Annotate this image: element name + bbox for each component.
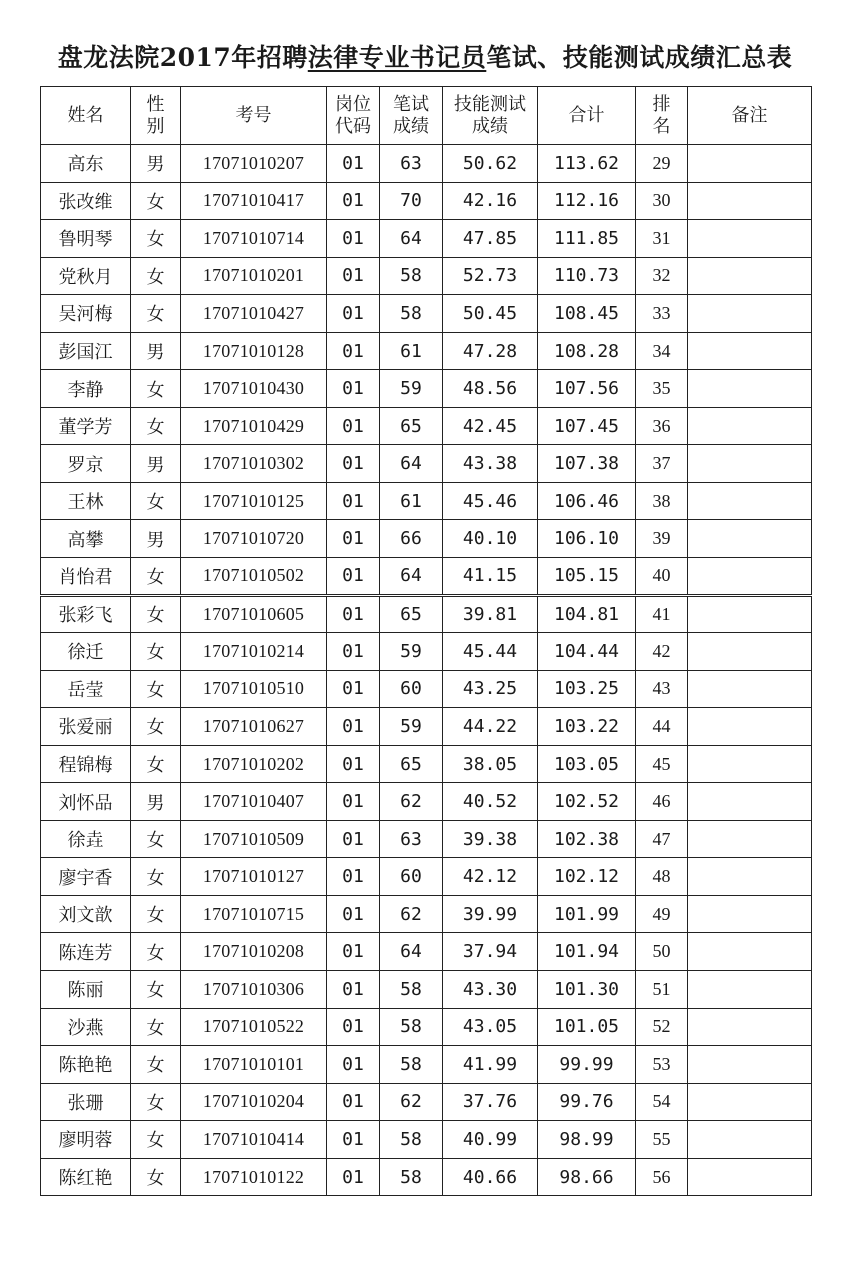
cell-remarks — [688, 182, 812, 220]
cell-post-code: 01 — [327, 595, 380, 633]
cell-remarks — [688, 145, 812, 183]
cell-rank: 56 — [636, 1158, 688, 1196]
cell-remarks — [688, 370, 812, 408]
cell-post-code: 01 — [327, 971, 380, 1009]
cell-name: 张彩飞 — [41, 595, 131, 633]
cell-post-code: 01 — [327, 820, 380, 858]
cell-rank: 39 — [636, 520, 688, 558]
cell-skill-score: 37.94 — [443, 933, 538, 971]
cell-exam-id: 17071010214 — [181, 633, 327, 671]
cell-rank: 33 — [636, 295, 688, 333]
cell-gender: 男 — [131, 520, 181, 558]
table-row — [41, 145, 812, 183]
cell-name: 徐垚 — [41, 820, 131, 858]
cell-remarks — [688, 1121, 812, 1159]
cell-gender: 女 — [131, 633, 181, 671]
cell-written-score: 58 — [380, 1158, 443, 1196]
cell-name: 岳莹 — [41, 670, 131, 708]
table-row — [41, 520, 812, 558]
cell-post-code: 01 — [327, 558, 380, 596]
cell-total: 108.28 — [538, 332, 636, 370]
table-row — [41, 407, 812, 445]
cell-skill-score: 50.45 — [443, 295, 538, 333]
cell-gender: 女 — [131, 370, 181, 408]
cell-rank: 47 — [636, 820, 688, 858]
cell-rank: 54 — [636, 1083, 688, 1121]
cell-written-score: 59 — [380, 708, 443, 746]
cell-skill-score: 39.38 — [443, 820, 538, 858]
cell-total: 99.76 — [538, 1083, 636, 1121]
header-post-code: 岗位 代码 — [327, 87, 380, 145]
cell-written-score: 58 — [380, 1008, 443, 1046]
cell-total: 105.15 — [538, 558, 636, 596]
cell-total: 102.52 — [538, 783, 636, 821]
table-row — [41, 933, 812, 971]
cell-written-score: 60 — [380, 858, 443, 896]
cell-written-score: 64 — [380, 933, 443, 971]
cell-post-code: 01 — [327, 670, 380, 708]
cell-total: 108.45 — [538, 295, 636, 333]
cell-remarks — [688, 858, 812, 896]
cell-written-score: 64 — [380, 220, 443, 258]
table-row — [41, 820, 812, 858]
cell-skill-score: 42.12 — [443, 858, 538, 896]
cell-exam-id: 17071010605 — [181, 595, 327, 633]
cell-remarks — [688, 257, 812, 295]
table-row — [41, 858, 812, 896]
cell-post-code: 01 — [327, 708, 380, 746]
cell-remarks — [688, 595, 812, 633]
cell-total: 104.44 — [538, 633, 636, 671]
cell-remarks — [688, 445, 812, 483]
table-row — [41, 1121, 812, 1159]
cell-name: 张爱丽 — [41, 708, 131, 746]
cell-written-score: 58 — [380, 1121, 443, 1159]
cell-total: 102.12 — [538, 858, 636, 896]
table-row — [41, 220, 812, 258]
cell-gender: 女 — [131, 295, 181, 333]
cell-name: 吴河梅 — [41, 295, 131, 333]
cell-total: 102.38 — [538, 820, 636, 858]
cell-name: 董学芳 — [41, 407, 131, 445]
cell-gender: 女 — [131, 1083, 181, 1121]
cell-exam-id: 17071010122 — [181, 1158, 327, 1196]
cell-rank: 43 — [636, 670, 688, 708]
cell-post-code: 01 — [327, 370, 380, 408]
cell-gender: 女 — [131, 558, 181, 596]
cell-rank: 50 — [636, 933, 688, 971]
cell-rank: 35 — [636, 370, 688, 408]
cell-remarks — [688, 745, 812, 783]
cell-written-score: 64 — [380, 445, 443, 483]
cell-remarks — [688, 708, 812, 746]
cell-name: 罗京 — [41, 445, 131, 483]
cell-written-score: 59 — [380, 633, 443, 671]
cell-skill-score: 42.16 — [443, 182, 538, 220]
cell-post-code: 01 — [327, 482, 380, 520]
cell-exam-id: 17071010430 — [181, 370, 327, 408]
cell-exam-id: 17071010510 — [181, 670, 327, 708]
score-table — [40, 86, 812, 1196]
title-suffix: 笔试、技能测试成绩汇总表 — [486, 43, 793, 72]
cell-exam-id: 17071010627 — [181, 708, 327, 746]
cell-post-code: 01 — [327, 445, 380, 483]
cell-name: 廖明蓉 — [41, 1121, 131, 1159]
header-exam-id: 考号 — [181, 87, 327, 145]
title-position: 法律专业书记员 — [307, 43, 487, 72]
cell-skill-score: 39.81 — [443, 595, 538, 633]
cell-total: 103.25 — [538, 670, 636, 708]
cell-post-code: 01 — [327, 257, 380, 295]
cell-gender: 女 — [131, 858, 181, 896]
cell-gender: 女 — [131, 895, 181, 933]
cell-exam-id: 17071010204 — [181, 1083, 327, 1121]
cell-remarks — [688, 633, 812, 671]
cell-name: 徐迁 — [41, 633, 131, 671]
cell-exam-id: 17071010429 — [181, 407, 327, 445]
table-row — [41, 257, 812, 295]
cell-rank: 34 — [636, 332, 688, 370]
cell-gender: 女 — [131, 257, 181, 295]
cell-exam-id: 17071010509 — [181, 820, 327, 858]
cell-total: 101.99 — [538, 895, 636, 933]
cell-post-code: 01 — [327, 1046, 380, 1084]
cell-skill-score: 39.99 — [443, 895, 538, 933]
cell-name: 刘文歆 — [41, 895, 131, 933]
cell-exam-id: 17071010101 — [181, 1046, 327, 1084]
cell-name: 沙燕 — [41, 1008, 131, 1046]
cell-exam-id: 17071010302 — [181, 445, 327, 483]
cell-exam-id: 17071010407 — [181, 783, 327, 821]
cell-total: 99.99 — [538, 1046, 636, 1084]
cell-rank: 44 — [636, 708, 688, 746]
table-row — [41, 558, 812, 596]
cell-gender: 女 — [131, 670, 181, 708]
table-row — [41, 783, 812, 821]
cell-rank: 29 — [636, 145, 688, 183]
page-title — [0, 38, 850, 74]
cell-total: 107.38 — [538, 445, 636, 483]
cell-name: 廖宇香 — [41, 858, 131, 896]
table-row — [41, 670, 812, 708]
cell-skill-score: 37.76 — [443, 1083, 538, 1121]
cell-skill-score: 40.52 — [443, 783, 538, 821]
cell-skill-score: 43.38 — [443, 445, 538, 483]
cell-gender: 男 — [131, 145, 181, 183]
table-row — [41, 182, 812, 220]
table-row — [41, 332, 812, 370]
cell-written-score: 59 — [380, 370, 443, 408]
cell-name: 鲁明琴 — [41, 220, 131, 258]
cell-total: 106.46 — [538, 482, 636, 520]
cell-post-code: 01 — [327, 1158, 380, 1196]
cell-name: 党秋月 — [41, 257, 131, 295]
header-gender: 性 别 — [131, 87, 181, 145]
cell-skill-score: 52.73 — [443, 257, 538, 295]
cell-name: 张珊 — [41, 1083, 131, 1121]
cell-post-code: 01 — [327, 145, 380, 183]
cell-total: 98.99 — [538, 1121, 636, 1159]
cell-remarks — [688, 482, 812, 520]
cell-exam-id: 17071010128 — [181, 332, 327, 370]
table-row — [41, 295, 812, 333]
cell-skill-score: 47.85 — [443, 220, 538, 258]
cell-skill-score: 41.99 — [443, 1046, 538, 1084]
cell-exam-id: 17071010714 — [181, 220, 327, 258]
cell-post-code: 01 — [327, 332, 380, 370]
cell-total: 104.81 — [538, 595, 636, 633]
cell-written-score: 62 — [380, 783, 443, 821]
cell-written-score: 63 — [380, 820, 443, 858]
cell-remarks — [688, 783, 812, 821]
cell-total: 113.62 — [538, 145, 636, 183]
cell-exam-id: 17071010201 — [181, 257, 327, 295]
cell-skill-score: 48.56 — [443, 370, 538, 408]
cell-total: 101.30 — [538, 971, 636, 1009]
cell-gender: 女 — [131, 1158, 181, 1196]
cell-rank: 38 — [636, 482, 688, 520]
cell-name: 彭国江 — [41, 332, 131, 370]
cell-total: 103.22 — [538, 708, 636, 746]
cell-written-score: 62 — [380, 1083, 443, 1121]
cell-remarks — [688, 332, 812, 370]
cell-written-score: 60 — [380, 670, 443, 708]
cell-gender: 男 — [131, 783, 181, 821]
cell-written-score: 58 — [380, 1046, 443, 1084]
cell-skill-score: 50.62 — [443, 145, 538, 183]
cell-remarks — [688, 558, 812, 596]
cell-exam-id: 17071010417 — [181, 182, 327, 220]
cell-skill-score: 41.15 — [443, 558, 538, 596]
cell-written-score: 65 — [380, 407, 443, 445]
cell-post-code: 01 — [327, 1083, 380, 1121]
cell-rank: 53 — [636, 1046, 688, 1084]
cell-written-score: 62 — [380, 895, 443, 933]
cell-name: 肖怡君 — [41, 558, 131, 596]
cell-name: 张改维 — [41, 182, 131, 220]
cell-post-code: 01 — [327, 745, 380, 783]
cell-skill-score: 45.44 — [443, 633, 538, 671]
table-row — [41, 595, 812, 633]
cell-name: 陈红艳 — [41, 1158, 131, 1196]
cell-remarks — [688, 1158, 812, 1196]
cell-post-code: 01 — [327, 1008, 380, 1046]
cell-rank: 46 — [636, 783, 688, 821]
cell-written-score: 65 — [380, 745, 443, 783]
table-row — [41, 445, 812, 483]
table-row — [41, 1158, 812, 1196]
cell-total: 98.66 — [538, 1158, 636, 1196]
cell-skill-score: 43.05 — [443, 1008, 538, 1046]
cell-name: 陈艳艳 — [41, 1046, 131, 1084]
cell-gender: 女 — [131, 745, 181, 783]
cell-rank: 45 — [636, 745, 688, 783]
cell-rank: 40 — [636, 558, 688, 596]
table-row — [41, 1083, 812, 1121]
cell-gender: 女 — [131, 1121, 181, 1159]
cell-written-score: 61 — [380, 332, 443, 370]
cell-exam-id: 17071010208 — [181, 933, 327, 971]
cell-rank: 42 — [636, 633, 688, 671]
cell-skill-score: 40.99 — [443, 1121, 538, 1159]
cell-exam-id: 17071010125 — [181, 482, 327, 520]
cell-written-score: 61 — [380, 482, 443, 520]
table-row — [41, 708, 812, 746]
table-row — [41, 895, 812, 933]
header-written-score: 笔试 成绩 — [380, 87, 443, 145]
cell-remarks — [688, 1083, 812, 1121]
cell-rank: 32 — [636, 257, 688, 295]
cell-exam-id: 17071010127 — [181, 858, 327, 896]
cell-post-code: 01 — [327, 783, 380, 821]
cell-exam-id: 17071010427 — [181, 295, 327, 333]
cell-exam-id: 17071010414 — [181, 1121, 327, 1159]
cell-name: 李静 — [41, 370, 131, 408]
cell-post-code: 01 — [327, 1121, 380, 1159]
title-prefix: 盘龙法院2017年招聘 — [57, 43, 308, 72]
cell-remarks — [688, 933, 812, 971]
cell-skill-score: 43.25 — [443, 670, 538, 708]
cell-skill-score: 43.30 — [443, 971, 538, 1009]
cell-post-code: 01 — [327, 520, 380, 558]
cell-post-code: 01 — [327, 220, 380, 258]
table-row — [41, 1046, 812, 1084]
cell-post-code: 01 — [327, 182, 380, 220]
table-row — [41, 370, 812, 408]
cell-rank: 55 — [636, 1121, 688, 1159]
cell-post-code: 01 — [327, 895, 380, 933]
cell-gender: 女 — [131, 820, 181, 858]
cell-written-score: 70 — [380, 182, 443, 220]
cell-skill-score: 42.45 — [443, 407, 538, 445]
cell-name: 陈连芳 — [41, 933, 131, 971]
header-rank: 排 名 — [636, 87, 688, 145]
cell-remarks — [688, 407, 812, 445]
cell-remarks — [688, 1008, 812, 1046]
cell-remarks — [688, 670, 812, 708]
cell-rank: 49 — [636, 895, 688, 933]
cell-gender: 女 — [131, 971, 181, 1009]
header-row — [41, 87, 812, 145]
table-row — [41, 482, 812, 520]
cell-gender: 女 — [131, 708, 181, 746]
cell-remarks — [688, 220, 812, 258]
cell-name: 高东 — [41, 145, 131, 183]
cell-rank: 31 — [636, 220, 688, 258]
header-name: 姓名 — [41, 87, 131, 145]
cell-rank: 37 — [636, 445, 688, 483]
cell-rank: 51 — [636, 971, 688, 1009]
cell-skill-score: 38.05 — [443, 745, 538, 783]
cell-post-code: 01 — [327, 407, 380, 445]
cell-rank: 48 — [636, 858, 688, 896]
cell-total: 107.45 — [538, 407, 636, 445]
header-total: 合计 — [538, 87, 636, 145]
header-skill-score: 技能测试 成绩 — [443, 87, 538, 145]
cell-gender: 女 — [131, 220, 181, 258]
cell-gender: 女 — [131, 482, 181, 520]
cell-post-code: 01 — [327, 933, 380, 971]
cell-post-code: 01 — [327, 858, 380, 896]
cell-exam-id: 17071010202 — [181, 745, 327, 783]
cell-total: 107.56 — [538, 370, 636, 408]
cell-skill-score: 47.28 — [443, 332, 538, 370]
header-remarks: 备注 — [688, 87, 812, 145]
cell-total: 110.73 — [538, 257, 636, 295]
cell-remarks — [688, 820, 812, 858]
table-row — [41, 745, 812, 783]
cell-exam-id: 17071010502 — [181, 558, 327, 596]
cell-post-code: 01 — [327, 633, 380, 671]
cell-written-score: 65 — [380, 595, 443, 633]
cell-written-score: 66 — [380, 520, 443, 558]
cell-remarks — [688, 895, 812, 933]
cell-written-score: 58 — [380, 971, 443, 1009]
cell-gender: 女 — [131, 407, 181, 445]
cell-written-score: 64 — [380, 558, 443, 596]
cell-skill-score: 45.46 — [443, 482, 538, 520]
cell-rank: 36 — [636, 407, 688, 445]
cell-rank: 30 — [636, 182, 688, 220]
cell-written-score: 58 — [380, 295, 443, 333]
cell-gender: 男 — [131, 445, 181, 483]
cell-exam-id: 17071010715 — [181, 895, 327, 933]
cell-rank: 52 — [636, 1008, 688, 1046]
cell-remarks — [688, 295, 812, 333]
cell-total: 103.05 — [538, 745, 636, 783]
cell-total: 106.10 — [538, 520, 636, 558]
cell-remarks — [688, 520, 812, 558]
cell-remarks — [688, 1046, 812, 1084]
cell-skill-score: 44.22 — [443, 708, 538, 746]
table-row — [41, 1008, 812, 1046]
cell-exam-id: 17071010720 — [181, 520, 327, 558]
cell-exam-id: 17071010306 — [181, 971, 327, 1009]
cell-written-score: 63 — [380, 145, 443, 183]
table-row — [41, 633, 812, 671]
cell-gender: 女 — [131, 1046, 181, 1084]
cell-name: 刘怀品 — [41, 783, 131, 821]
cell-exam-id: 17071010207 — [181, 145, 327, 183]
cell-written-score: 58 — [380, 257, 443, 295]
cell-skill-score: 40.66 — [443, 1158, 538, 1196]
cell-name: 陈丽 — [41, 971, 131, 1009]
cell-name: 程锦梅 — [41, 745, 131, 783]
cell-gender: 女 — [131, 595, 181, 633]
cell-post-code: 01 — [327, 295, 380, 333]
table-row — [41, 971, 812, 1009]
cell-gender: 女 — [131, 933, 181, 971]
cell-gender: 女 — [131, 182, 181, 220]
cell-total: 101.94 — [538, 933, 636, 971]
cell-skill-score: 40.10 — [443, 520, 538, 558]
cell-exam-id: 17071010522 — [181, 1008, 327, 1046]
cell-name: 王林 — [41, 482, 131, 520]
cell-total: 111.85 — [538, 220, 636, 258]
cell-total: 112.16 — [538, 182, 636, 220]
cell-name: 高攀 — [41, 520, 131, 558]
cell-gender: 男 — [131, 332, 181, 370]
cell-rank: 41 — [636, 595, 688, 633]
cell-total: 101.05 — [538, 1008, 636, 1046]
cell-remarks — [688, 971, 812, 1009]
cell-gender: 女 — [131, 1008, 181, 1046]
